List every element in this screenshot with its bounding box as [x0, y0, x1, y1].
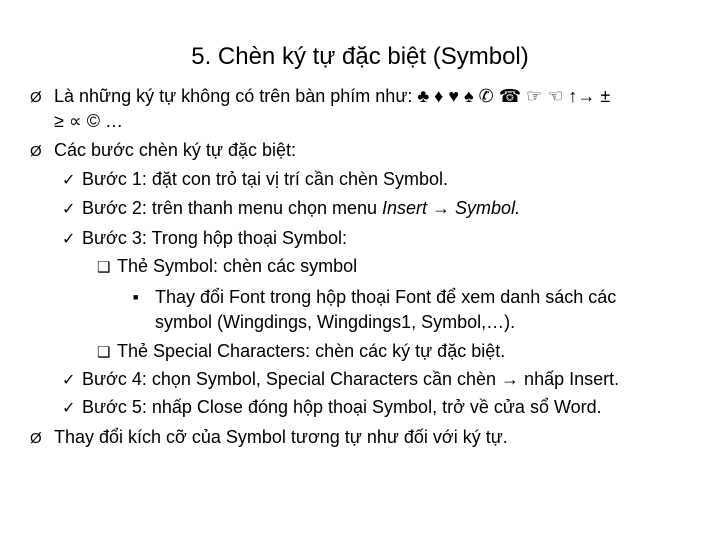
arrow-bullet-icon: Ø [30, 143, 42, 160]
slide-title: 5. Chèn ký tự đặc biệt (Symbol) [191, 43, 529, 70]
item-text: Bước 5: nhấp Close đóng hộp thoại Symbol, trở về cửa sổ Word. [82, 397, 602, 417]
menu-path-emphasis: Insert → Symbol. [382, 198, 521, 218]
bullet-item-symbol-tab [97, 255, 357, 279]
bullet-item-step-1 [62, 168, 448, 192]
item-text: Bước 1: đặt con trỏ tại vị trí cần chèn Symbol. [82, 169, 449, 189]
square-bullet-icon: ■ [133, 292, 139, 302]
item-text: ≥ ∝ © … [54, 111, 124, 131]
bullet-item-symbols-continued [54, 110, 123, 132]
bullet-item-steps-heading [30, 139, 296, 163]
item-text: Bước 3: Trong hộp thoại Symbol: [82, 228, 347, 248]
bullet-item-symbols-intro [30, 85, 610, 109]
check-bullet-icon: ✓ [62, 231, 76, 248]
item-text: Bước 4: chọn Symbol, Special Characters cần chèn → nhấp Insert. [82, 369, 620, 389]
item-text: symbol (Wingdings, Wingdings1, Symbol,…). [155, 312, 516, 332]
box-bullet-icon: ❑ [97, 259, 111, 276]
item-text: Bước 2: trên thanh menu chọn menu [82, 198, 383, 218]
arrow-bullet-icon: Ø [30, 430, 42, 447]
check-bullet-icon: ✓ [62, 400, 76, 417]
item-text: Các bước chèn ký tự đặc biệt: [54, 140, 297, 160]
box-bullet-icon: ❑ [97, 344, 111, 361]
bullet-item-change-font-continued [155, 311, 515, 333]
bullet-item-resize-symbol [30, 426, 508, 450]
bullet-item-change-font [133, 286, 616, 308]
check-bullet-icon: ✓ [62, 172, 76, 189]
bullet-item-step-5 [62, 396, 602, 420]
bullet-item-special-characters-tab [97, 340, 505, 364]
item-text: Thay đổi Font trong hộp thoại Font để xem danh sách các [155, 287, 617, 307]
check-bullet-icon: ✓ [62, 372, 76, 389]
check-bullet-icon: ✓ [62, 201, 76, 218]
arrow-bullet-icon: Ø [30, 89, 42, 106]
item-text: Thay đổi kích cỡ của Symbol tương tự như đối với ký tự. [54, 427, 508, 447]
item-text: Thẻ Symbol: chèn các symbol [117, 256, 358, 276]
item-text: Là những ký tự không có trên bàn phím như: ♣ ♦ ♥ ♠ ✆ ☎ ☞ ☜ ↑→ ± [54, 86, 611, 106]
bullet-item-step-4 [62, 368, 619, 392]
bullet-item-step-2 [62, 197, 520, 221]
item-text: Thẻ Special Characters: chèn các ký tự đặc biệt. [117, 341, 506, 361]
bullet-item-step-3 [62, 227, 347, 251]
